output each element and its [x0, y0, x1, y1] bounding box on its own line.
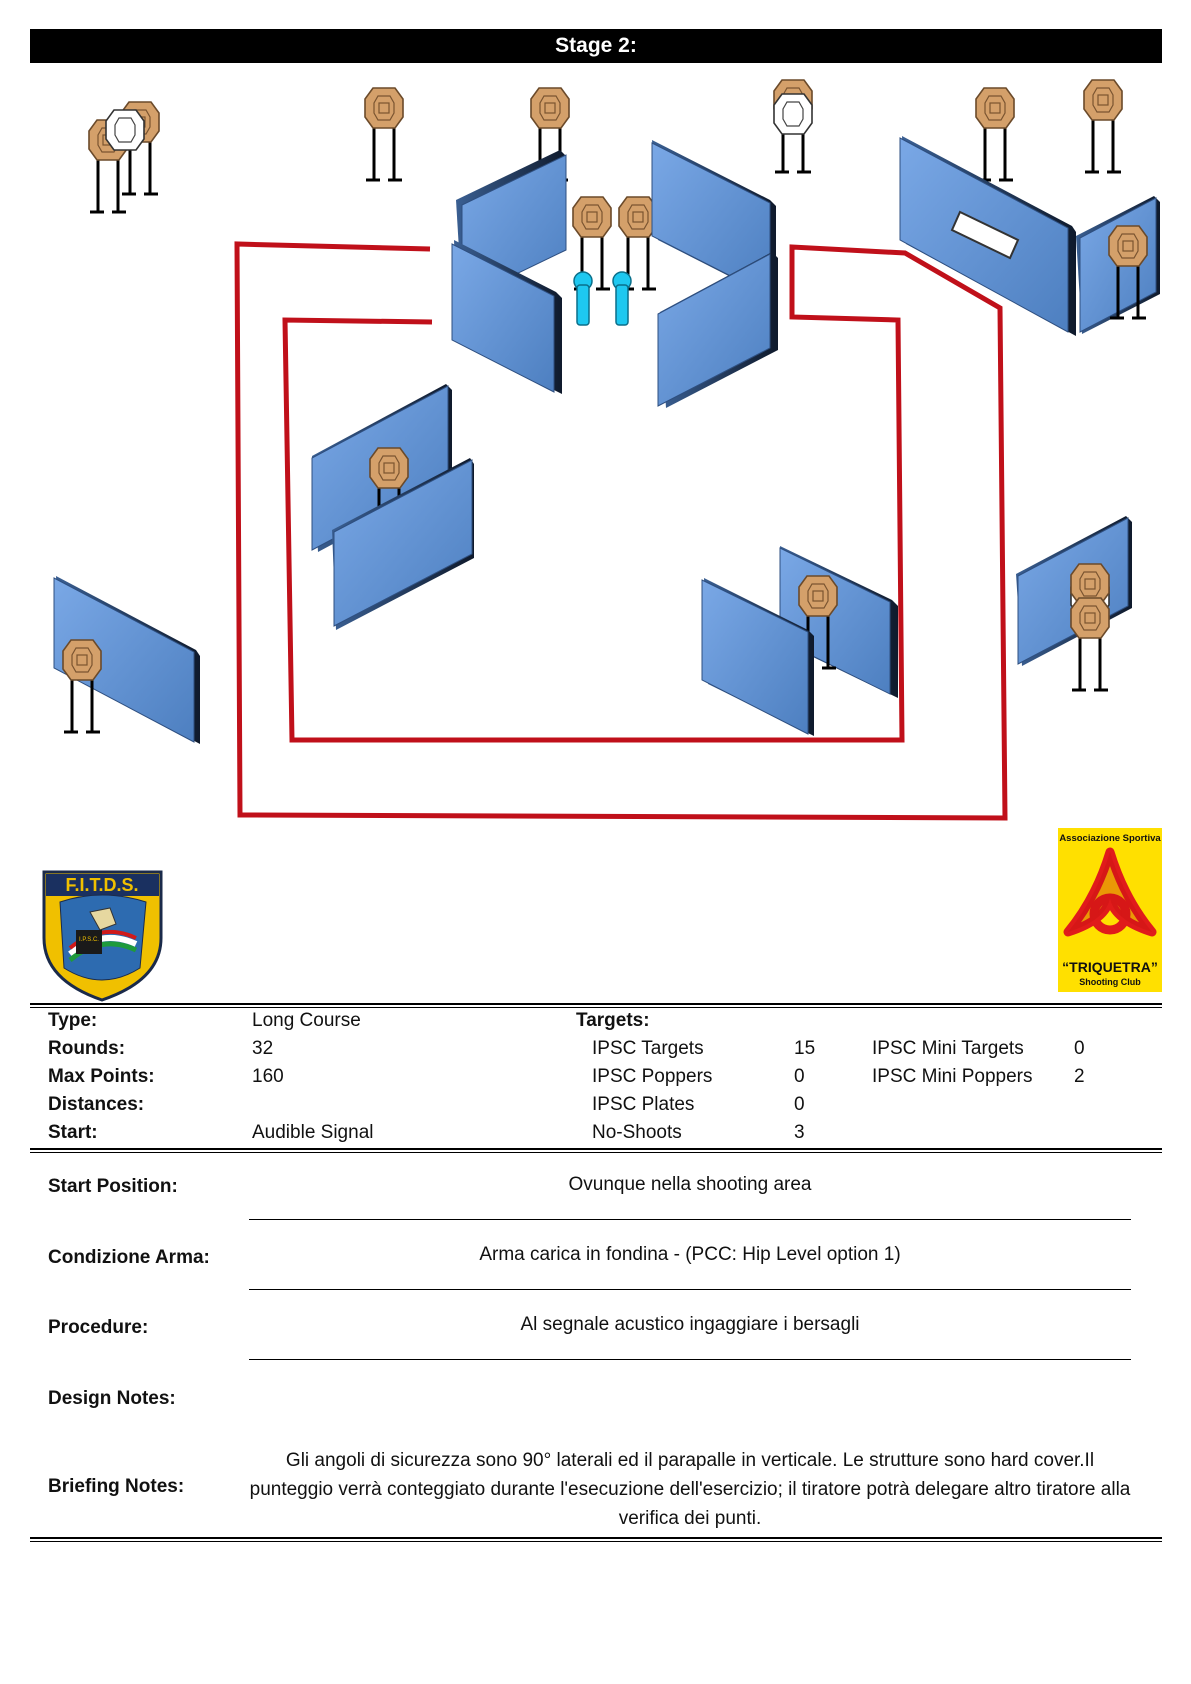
max-points-label: Max Points:: [48, 1066, 155, 1087]
mini-popper-label: IPSC Mini Poppers: [872, 1066, 1033, 1087]
mini-target-label: IPSC Mini Targets: [872, 1038, 1024, 1059]
start-value: Audible Signal: [252, 1122, 374, 1143]
mini-popper-2: [613, 272, 631, 325]
no-shoot-far-left: [106, 110, 144, 150]
procedure-label: Procedure:: [48, 1317, 149, 1338]
briefing-value: Gli angoli di sicurezza sono 90° laterali ed il parapalle in verticale. Le strutture sono hard cover.Il punteggio verrà conteggiato durante l'esecuzione dell'esercizio; il tiratore potrà delegare altro tiratore alla verifica dei punti.: [249, 1450, 1131, 1529]
rounds-label: Rounds:: [48, 1038, 126, 1059]
triquetra-name: “TRIQUETRA”: [1062, 959, 1158, 975]
start-position-value: Ovunque nella shooting area: [568, 1174, 812, 1195]
fitds-logo: [40, 868, 165, 1003]
condition-value: Arma carica in fondina - (PCC: Hip Level option 1): [479, 1244, 901, 1265]
distances-label: Distances:: [48, 1094, 145, 1115]
briefing-label: Briefing Notes:: [48, 1476, 185, 1497]
wall-right-window: [900, 136, 1076, 336]
stage-title: Stage 2:: [30, 29, 1162, 63]
mini-popper-count: 2: [1074, 1066, 1085, 1087]
max-points-value: 160: [252, 1066, 284, 1087]
target-far-right-2: [1071, 598, 1109, 690]
condition-label: Condizione Arma:: [48, 1247, 210, 1268]
target-type-label: IPSC Plates: [592, 1094, 695, 1115]
no-shoot-back: [774, 94, 812, 134]
wall-center-right-front: [658, 252, 778, 408]
target-type-label: IPSC Poppers: [592, 1066, 713, 1087]
type-value: Long Course: [252, 1010, 361, 1031]
triquetra-top-text: Associazione Sportiva: [1059, 833, 1161, 844]
mini-target-count: 0: [1074, 1038, 1085, 1059]
targets-heading: Targets:: [576, 1010, 650, 1031]
triquetra-sub: Shooting Club: [1079, 977, 1141, 987]
start-label: Start:: [48, 1122, 98, 1143]
type-label: Type:: [48, 1010, 98, 1031]
start-position-label: Start Position:: [48, 1176, 178, 1197]
target-type-label: IPSC Targets: [592, 1038, 704, 1059]
rounds-value: 32: [252, 1038, 274, 1059]
design-notes-label: Design Notes:: [48, 1388, 176, 1409]
mini-popper-1: [574, 272, 592, 325]
stage-diagram: [0, 64, 1191, 824]
target-type-count: 15: [794, 1038, 816, 1059]
target-back-5: [976, 88, 1014, 180]
target-type-count: 0: [794, 1094, 805, 1115]
triquetra-logo: [1058, 828, 1162, 992]
target-type-count: 3: [794, 1122, 805, 1143]
target-back-2: [365, 88, 403, 180]
target-back-6: [1084, 80, 1122, 172]
target-type-count: 0: [794, 1066, 805, 1087]
target-type-label: No-Shoots: [592, 1122, 682, 1143]
procedure-value: Al segnale acustico ingaggiare i bersagli: [520, 1314, 860, 1335]
fitds-logo-text: F.I.T.D.S.: [65, 875, 139, 895]
ipsc-badge-text: I.P.S.C.: [79, 937, 99, 943]
